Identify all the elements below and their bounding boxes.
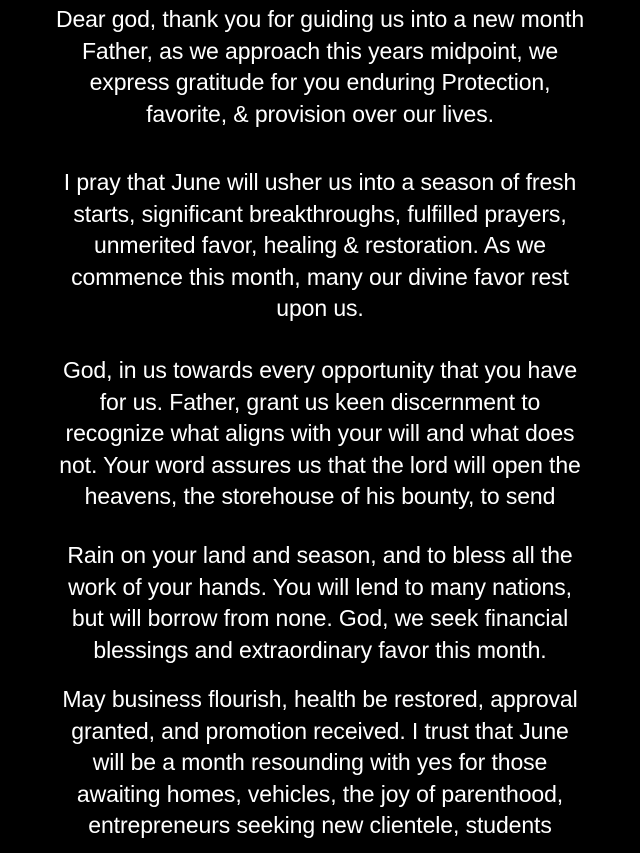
text-line: Rain on your land and season, and to bless all the — [67, 542, 573, 568]
text-line: work of your hands. You will lend to many nations, — [68, 573, 572, 600]
paragraph-1 — [0, 4, 640, 130]
paragraph-2 — [0, 167, 640, 325]
text-line: express gratitude for you enduring Protection, — [89, 69, 551, 95]
text-line: blessings and extraordinary favor this month. — [93, 636, 547, 663]
text-line: entrepreneurs seeking new clientele, students — [88, 812, 552, 838]
text-line: heavens, the storehouse of his bounty, to send — [84, 483, 556, 509]
text-line: favorite, & provision over our lives. — [146, 100, 494, 127]
paragraph-3 — [0, 355, 640, 513]
text-line: starts, significant breakthroughs, fulfilled prayers, — [73, 200, 567, 227]
text-line: Dear god, thank you for guiding us into a new month — [55, 6, 585, 32]
text-line: but will borrow from none. God, we seek financial — [71, 605, 569, 631]
text-line: will be a month resounding with yes for those — [92, 749, 548, 775]
text-line: God, in us towards every opportunity that you have — [62, 357, 578, 383]
paragraph-4 — [0, 540, 640, 666]
text-line: May business flourish, health be restored, approval — [62, 686, 578, 712]
text-line: not. Your word assures us that the lord will open the — [59, 451, 581, 478]
text-line: upon us. — [276, 295, 364, 321]
text-line: commence this month, many our divine favor rest — [71, 263, 569, 290]
text-line: for us. Father, grant us keen discernment to — [99, 388, 541, 415]
text-line: Father, as we approach this years midpoint, we — [81, 37, 559, 64]
paragraph-5 — [0, 684, 640, 842]
text-line: unmerited favor, healing & restoration. As we — [94, 232, 546, 258]
text-line: awaiting homes, vehicles, the joy of parenthood, — [76, 780, 564, 807]
text-line: granted, and promotion received. I trust that June — [71, 717, 569, 744]
text-line: recognize what aligns with your will and what does — [65, 420, 575, 446]
text-line: I pray that June will usher us into a season of fresh — [63, 169, 577, 195]
